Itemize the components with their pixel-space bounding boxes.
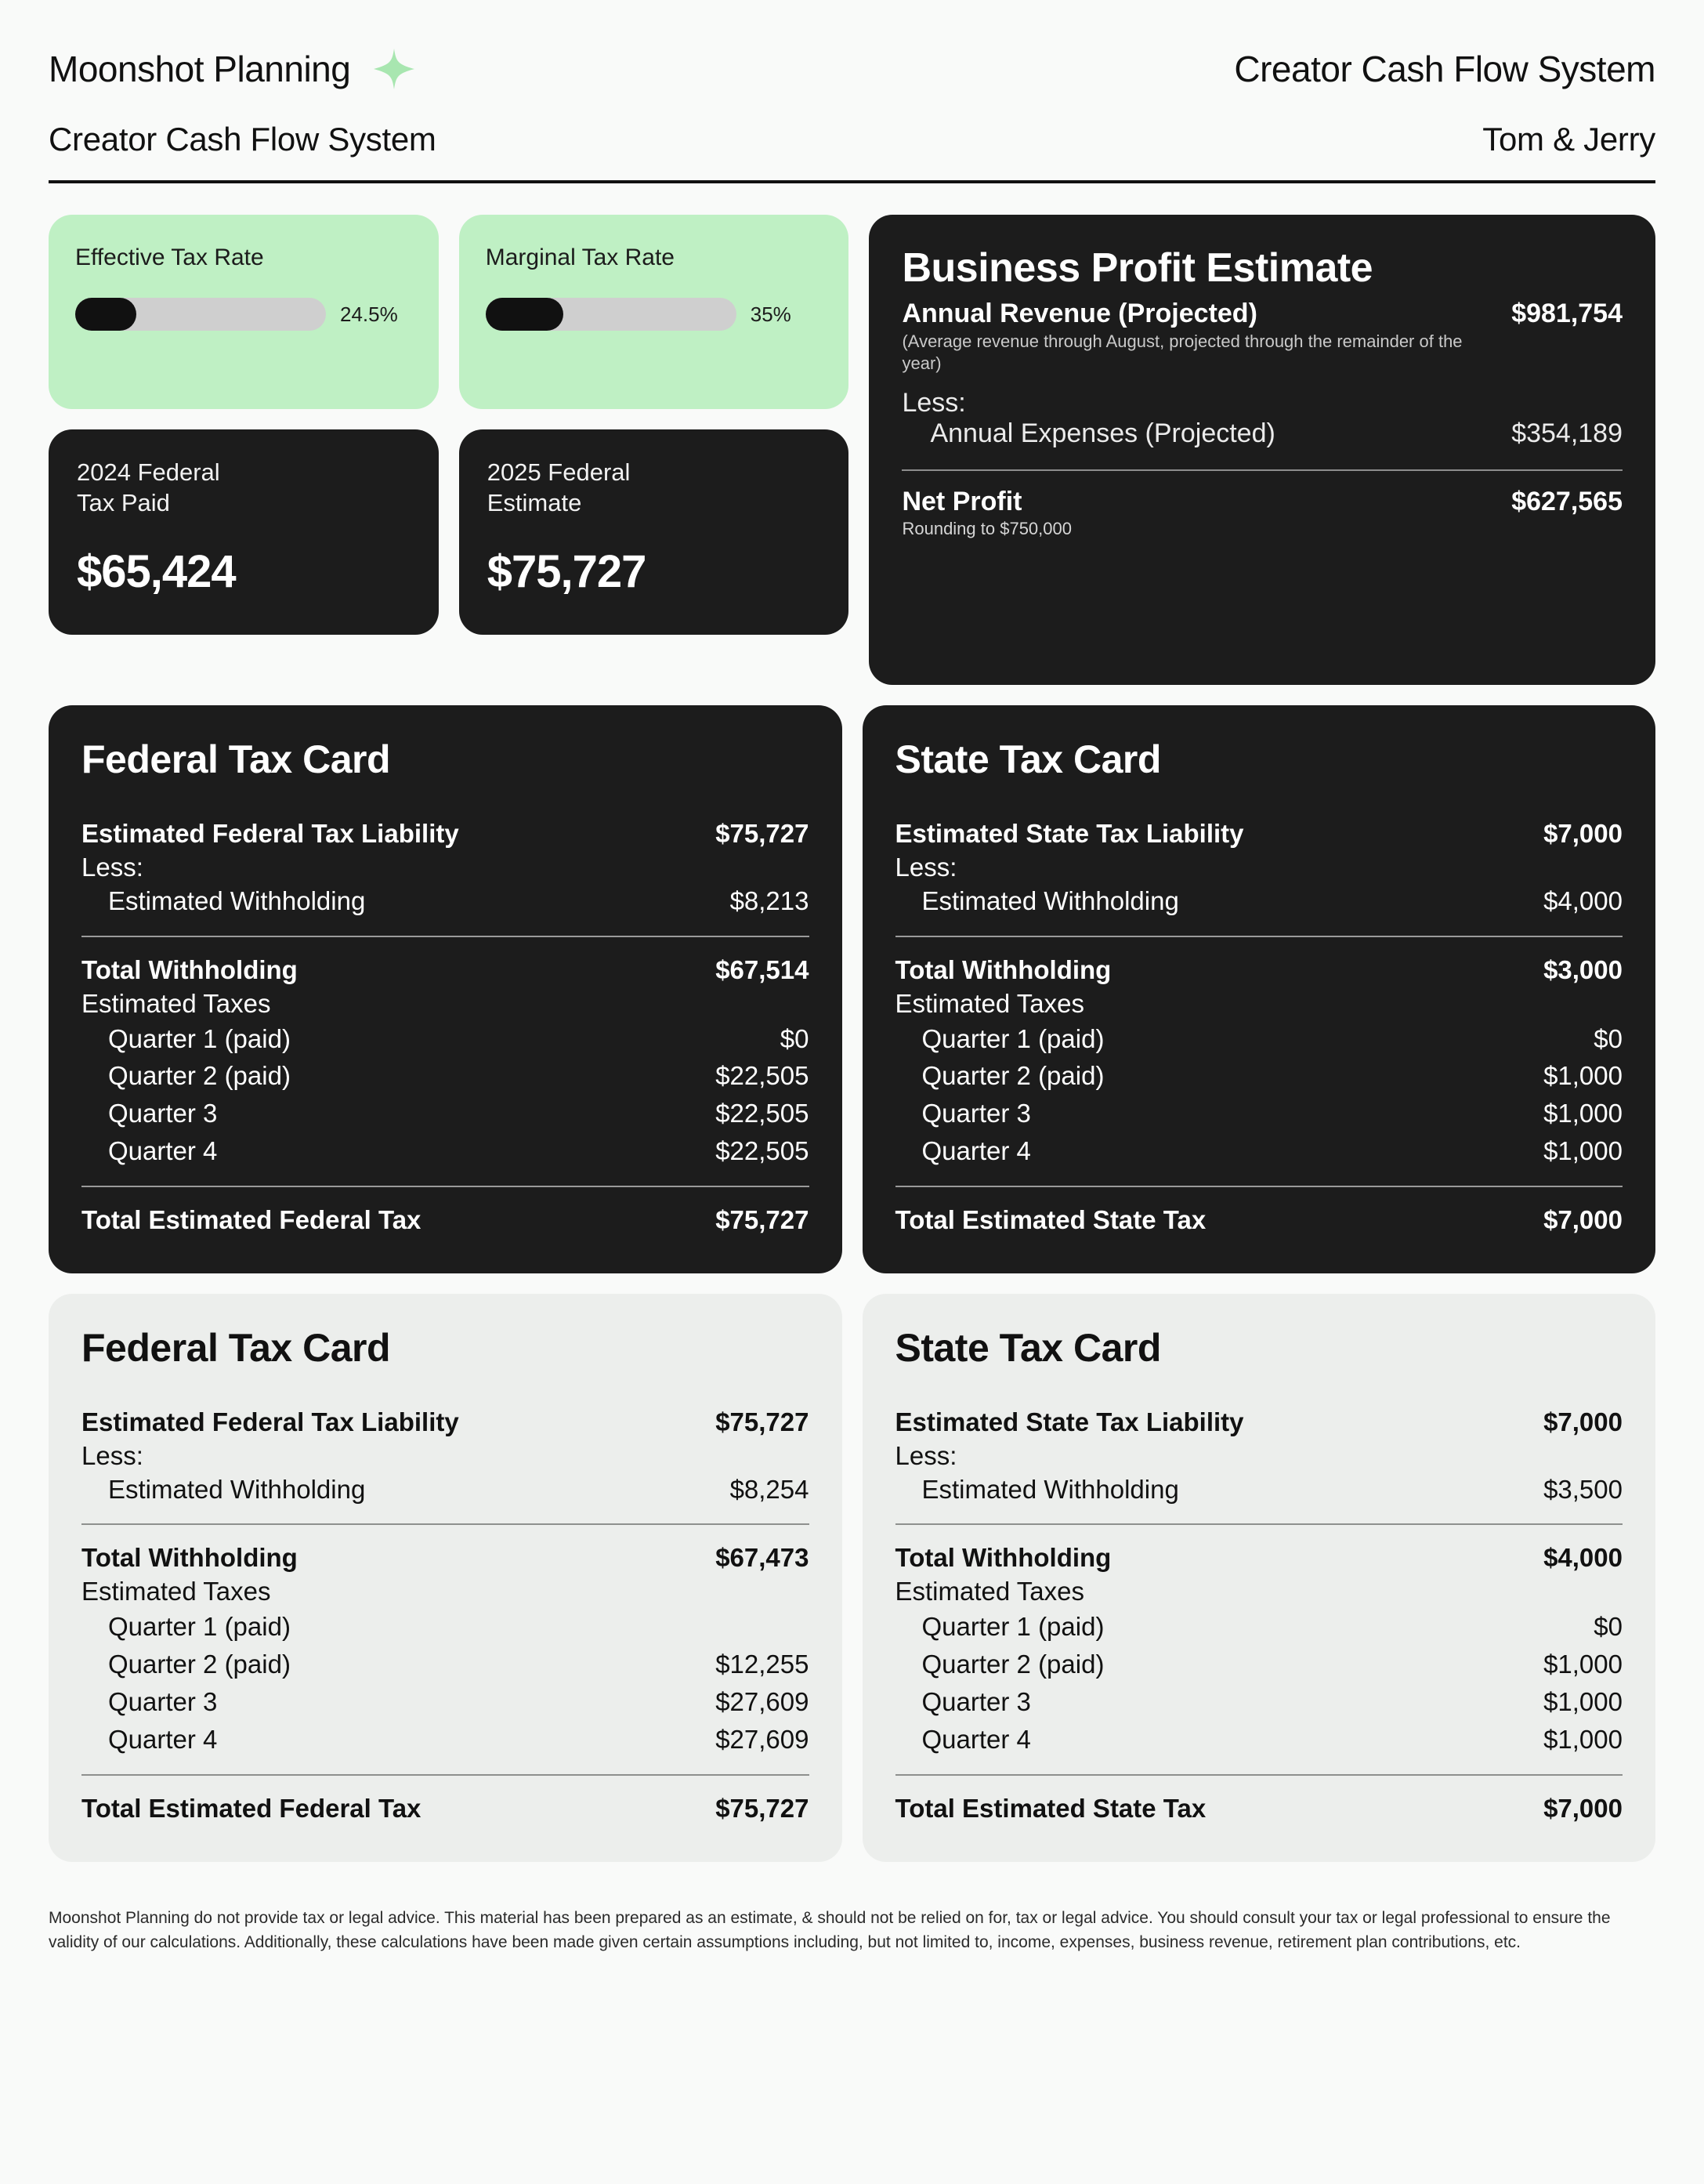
federal-light-quarter-4-value: $27,609 xyxy=(715,1724,809,1754)
federal-tax-card-light xyxy=(49,1294,842,1862)
net-profit-row xyxy=(902,487,1623,517)
federal-light-liability-row xyxy=(81,1403,809,1441)
federal-dark-quarter-1-label: Quarter 1 (paid) xyxy=(108,1023,291,1053)
state-dark-liability-row xyxy=(895,815,1623,853)
federal-light-quarter-1-label: Quarter 1 (paid) xyxy=(108,1612,291,1642)
federal-light-quarter-2-value: $12,255 xyxy=(715,1650,809,1679)
effective-tax-rate-card xyxy=(49,215,439,409)
profit-spacer-1 xyxy=(902,374,1623,388)
federal-light-withholding-value: $8,254 xyxy=(729,1474,809,1504)
net-profit-label: Net Profit xyxy=(902,487,1022,516)
state-dark-liability-value: $7,000 xyxy=(1543,819,1623,848)
federal-light-withholding-row xyxy=(81,1471,809,1509)
effective-rate-meter-row xyxy=(75,298,412,331)
marginal-rate-meter xyxy=(486,298,736,331)
state-light-less-label: Less: xyxy=(895,1440,957,1470)
annual-expenses-label: Annual Expenses (Projected) xyxy=(930,418,1275,448)
federal-estimate-2025-value: $75,727 xyxy=(487,545,646,597)
federal-light-quarter-4-label: Quarter 4 xyxy=(108,1724,218,1754)
state-dark-quarter-4-row xyxy=(895,1132,1623,1170)
federal-dark-quarter-2-label: Quarter 2 (paid) xyxy=(108,1061,291,1091)
state-dark-quarter-2-label: Quarter 2 (paid) xyxy=(921,1061,1105,1091)
state-dark-liability-label: Estimated State Tax Liability xyxy=(895,819,1244,848)
brand-group xyxy=(49,45,418,92)
annual-revenue-label: Annual Revenue (Projected) xyxy=(902,299,1257,328)
federal-dark-quarter-4-value: $22,505 xyxy=(715,1136,809,1166)
federal-dark-divider-2 xyxy=(81,1186,809,1187)
federal-dark-quarter-4-label: Quarter 4 xyxy=(108,1136,218,1166)
state-dark-less-label: Less: xyxy=(895,852,957,882)
federal-light-divider-1 xyxy=(81,1523,809,1525)
header-top-row xyxy=(49,45,1655,92)
federal-light-liability-value: $75,727 xyxy=(715,1407,809,1436)
federal-light-quarter-3-row xyxy=(81,1683,809,1721)
state-light-liability-row xyxy=(895,1403,1623,1441)
federal-dark-total-row xyxy=(81,1201,809,1239)
federal-tax-paid-2024-card xyxy=(49,429,439,635)
client-name: Tom & Jerry xyxy=(1482,121,1655,158)
federal-light-total-label: Total Estimated Federal Tax xyxy=(81,1793,421,1823)
state-dark-quarter-3-row xyxy=(895,1095,1623,1132)
federal-estimate-2025-label xyxy=(487,458,821,519)
federal-dark-total-withholding-value: $67,514 xyxy=(715,954,809,984)
state-light-total-value: $7,000 xyxy=(1543,1793,1623,1823)
federal-light-total-withholding-value: $67,473 xyxy=(715,1543,809,1573)
state-light-total-withholding-row xyxy=(895,1539,1623,1577)
state-light-withholding-value: $3,500 xyxy=(1543,1474,1623,1504)
federal-tax-paid-2024-value: $65,424 xyxy=(77,545,236,597)
marginal-rate-meter-row xyxy=(486,298,823,331)
profit-less-label: Less: xyxy=(902,388,966,418)
effective-rate-meter-fill xyxy=(75,298,136,331)
federal-dark-total-label: Total Estimated Federal Tax xyxy=(81,1204,421,1234)
state-light-quarter-1-value: $0 xyxy=(1594,1612,1623,1642)
state-light-quarter-3-label: Quarter 3 xyxy=(921,1686,1031,1716)
state-dark-estimated-taxes-label: Estimated Taxes xyxy=(895,988,1085,1018)
federal-dark-liability-row xyxy=(81,815,809,853)
state-light-quarter-2-label: Quarter 2 (paid) xyxy=(921,1650,1105,1679)
federal-dark-liability-label: Estimated Federal Tax Liability xyxy=(81,819,459,848)
net-profit-value: $627,565 xyxy=(1511,487,1623,516)
federal-light-divider-2 xyxy=(81,1774,809,1776)
federal-light-quarter-3-label: Quarter 3 xyxy=(108,1686,218,1716)
federal-estimate-2025-label-line2: Estimate xyxy=(487,488,582,516)
federal-light-total-row xyxy=(81,1790,809,1827)
brand-title: Moonshot Planning xyxy=(49,49,351,89)
state-dark-total-withholding-value: $3,000 xyxy=(1543,954,1623,984)
state-light-withholding-label: Estimated Withholding xyxy=(921,1474,1179,1504)
state-light-quarters xyxy=(895,1608,1623,1758)
tax-cards-row-light xyxy=(49,1294,1655,1862)
federal-dark-quarter-1-row xyxy=(81,1020,809,1058)
federal-light-total-withholding-label: Total Withholding xyxy=(81,1543,298,1573)
marginal-rate-meter-fill xyxy=(486,298,563,331)
state-dark-quarter-3-value: $1,000 xyxy=(1543,1099,1623,1128)
federal-light-total-withholding-row xyxy=(81,1539,809,1577)
federal-light-liability-label: Estimated Federal Tax Liability xyxy=(81,1407,459,1436)
effective-tax-rate-label: Effective Tax Rate xyxy=(75,244,264,270)
page-header xyxy=(49,45,1655,183)
state-light-quarter-3-row xyxy=(895,1683,1623,1721)
federal-tax-card-dark-title: Federal Tax Card xyxy=(81,737,391,781)
disclaimer-text: Moonshot Planning do not provide tax or legal advice. This material has been prepared as an estimate, & should not be relied on for, tax or legal advice. You should consult your tax or legal professional to ensure the validity of our calculations. Additionally, these calculations have been made given certain assumptions including, but not limited to, income, expenses, business revenue, retirement plan contributions, etc. xyxy=(49,1908,1611,1951)
federal-dark-quarter-1-value: $0 xyxy=(780,1023,809,1053)
federal-dark-liability-value: $75,727 xyxy=(715,819,809,848)
state-tax-card-dark xyxy=(863,705,1656,1273)
state-tax-card-light xyxy=(863,1294,1656,1862)
state-dark-quarter-3-label: Quarter 3 xyxy=(921,1099,1031,1128)
marginal-tax-rate-card xyxy=(459,215,849,409)
federal-dark-less-label: Less: xyxy=(81,852,143,882)
rate-cards-row xyxy=(49,215,848,409)
federal-dark-total-withholding-label: Total Withholding xyxy=(81,954,298,984)
state-light-divider-1 xyxy=(895,1523,1623,1525)
annual-revenue-value: $981,754 xyxy=(1511,299,1623,328)
state-light-estimated-taxes-label: Estimated Taxes xyxy=(895,1577,1085,1606)
federal-dark-quarter-4-row xyxy=(81,1132,809,1170)
state-light-quarter-4-row xyxy=(895,1721,1623,1758)
state-light-divider-2 xyxy=(895,1774,1623,1776)
federal-dark-total-value: $75,727 xyxy=(715,1204,809,1234)
federal-light-total-value: $75,727 xyxy=(715,1793,809,1823)
state-light-liability-label: Estimated State Tax Liability xyxy=(895,1407,1244,1436)
federal-tax-paid-2024-label xyxy=(77,458,411,519)
state-light-total-label: Total Estimated State Tax xyxy=(895,1793,1207,1823)
state-light-total-withholding-value: $4,000 xyxy=(1543,1543,1623,1573)
state-dark-withholding-label: Estimated Withholding xyxy=(921,886,1179,915)
federal-dark-quarters xyxy=(81,1020,809,1170)
state-dark-total-label: Total Estimated State Tax xyxy=(895,1204,1207,1234)
federal-dark-total-withholding-row xyxy=(81,951,809,989)
report-subtitle: Creator Cash Flow System xyxy=(49,121,436,158)
state-light-quarter-1-row xyxy=(895,1608,1623,1646)
federal-tax-card-dark xyxy=(49,705,842,1273)
federal-dark-quarter-3-value: $22,505 xyxy=(715,1099,809,1128)
federal-dark-quarter-2-value: $22,505 xyxy=(715,1061,809,1091)
effective-rate-value: 24.5% xyxy=(340,302,398,326)
state-light-quarter-2-row xyxy=(895,1646,1623,1683)
state-light-total-withholding-label: Total Withholding xyxy=(895,1543,1112,1573)
federal-light-quarter-1-row xyxy=(81,1608,809,1646)
federal-light-quarter-3-value: $27,609 xyxy=(715,1686,809,1716)
state-dark-quarter-1-row xyxy=(895,1020,1623,1058)
state-light-liability-value: $7,000 xyxy=(1543,1407,1623,1436)
state-light-quarter-4-label: Quarter 4 xyxy=(921,1724,1031,1754)
state-dark-quarter-2-value: $1,000 xyxy=(1543,1061,1623,1091)
federal-tax-paid-2024-label-line1: 2024 Federal xyxy=(77,458,220,486)
federal-tax-paid-2024-label-line2: Tax Paid xyxy=(77,488,170,516)
state-dark-total-withholding-row xyxy=(895,951,1623,989)
federal-estimate-2025-card xyxy=(459,429,849,635)
header-bottom-row xyxy=(49,121,1655,158)
state-dark-quarter-1-value: $0 xyxy=(1594,1023,1623,1053)
federal-tax-card-light-title: Federal Tax Card xyxy=(81,1325,391,1370)
business-profit-title: Business Profit Estimate xyxy=(902,245,1373,291)
state-light-quarter-4-value: $1,000 xyxy=(1543,1724,1623,1754)
summary-left-column xyxy=(49,215,848,635)
effective-rate-meter xyxy=(75,298,326,331)
report-title: Creator Cash Flow System xyxy=(1234,49,1655,89)
state-dark-withholding-value: $4,000 xyxy=(1543,886,1623,915)
tax-paid-cards-row xyxy=(49,429,848,635)
federal-light-less-label: Less: xyxy=(81,1440,143,1470)
federal-dark-divider-1 xyxy=(81,936,809,937)
state-dark-quarters xyxy=(895,1020,1623,1170)
federal-dark-withholding-label: Estimated Withholding xyxy=(108,886,366,915)
federal-light-quarter-2-row xyxy=(81,1646,809,1683)
state-dark-quarter-2-row xyxy=(895,1057,1623,1095)
annual-revenue-note: (Average revenue through August, projected through the remainder of the year) xyxy=(902,331,1463,373)
business-profit-estimate-card xyxy=(869,215,1655,685)
state-light-quarter-1-label: Quarter 1 (paid) xyxy=(921,1612,1105,1642)
sparkle-icon xyxy=(371,45,418,92)
state-dark-quarter-4-value: $1,000 xyxy=(1543,1136,1623,1166)
marginal-rate-value: 35% xyxy=(750,302,791,326)
federal-light-estimated-taxes-label: Estimated Taxes xyxy=(81,1577,271,1606)
federal-dark-quarter-2-row xyxy=(81,1057,809,1095)
state-light-total-row xyxy=(895,1790,1623,1827)
federal-dark-quarter-3-row xyxy=(81,1095,809,1132)
state-dark-divider-1 xyxy=(895,936,1623,937)
federal-light-quarters xyxy=(81,1608,809,1758)
federal-dark-withholding-value: $8,213 xyxy=(729,886,809,915)
tax-cards-row-dark xyxy=(49,705,1655,1273)
state-tax-card-dark-title: State Tax Card xyxy=(895,737,1161,781)
federal-dark-estimated-taxes-label: Estimated Taxes xyxy=(81,988,271,1018)
federal-light-withholding-label: Estimated Withholding xyxy=(108,1474,366,1504)
federal-estimate-2025-label-line1: 2025 Federal xyxy=(487,458,631,486)
state-tax-card-light-title: State Tax Card xyxy=(895,1325,1161,1370)
profit-divider xyxy=(902,469,1623,471)
annual-revenue-row xyxy=(902,299,1623,329)
header-divider xyxy=(49,180,1655,183)
federal-dark-quarter-3-label: Quarter 3 xyxy=(108,1099,218,1128)
federal-light-quarter-4-row xyxy=(81,1721,809,1758)
marginal-tax-rate-label: Marginal Tax Rate xyxy=(485,244,675,270)
federal-light-quarter-2-label: Quarter 2 (paid) xyxy=(108,1650,291,1679)
state-dark-quarter-4-label: Quarter 4 xyxy=(921,1136,1031,1166)
net-profit-note: Rounding to $750,000 xyxy=(902,519,1072,538)
state-light-withholding-row xyxy=(895,1471,1623,1509)
state-dark-total-value: $7,000 xyxy=(1543,1204,1623,1234)
annual-expenses-value: $354,189 xyxy=(1511,418,1623,448)
state-light-quarter-2-value: $1,000 xyxy=(1543,1650,1623,1679)
state-dark-total-row xyxy=(895,1201,1623,1239)
federal-dark-withholding-row xyxy=(81,882,809,920)
state-light-quarter-3-value: $1,000 xyxy=(1543,1686,1623,1716)
state-dark-divider-2 xyxy=(895,1186,1623,1187)
annual-expenses-row xyxy=(902,418,1623,449)
summary-section xyxy=(49,215,1655,685)
state-dark-withholding-row xyxy=(895,882,1623,920)
state-dark-quarter-1-label: Quarter 1 (paid) xyxy=(921,1023,1105,1053)
state-dark-total-withholding-label: Total Withholding xyxy=(895,954,1112,984)
